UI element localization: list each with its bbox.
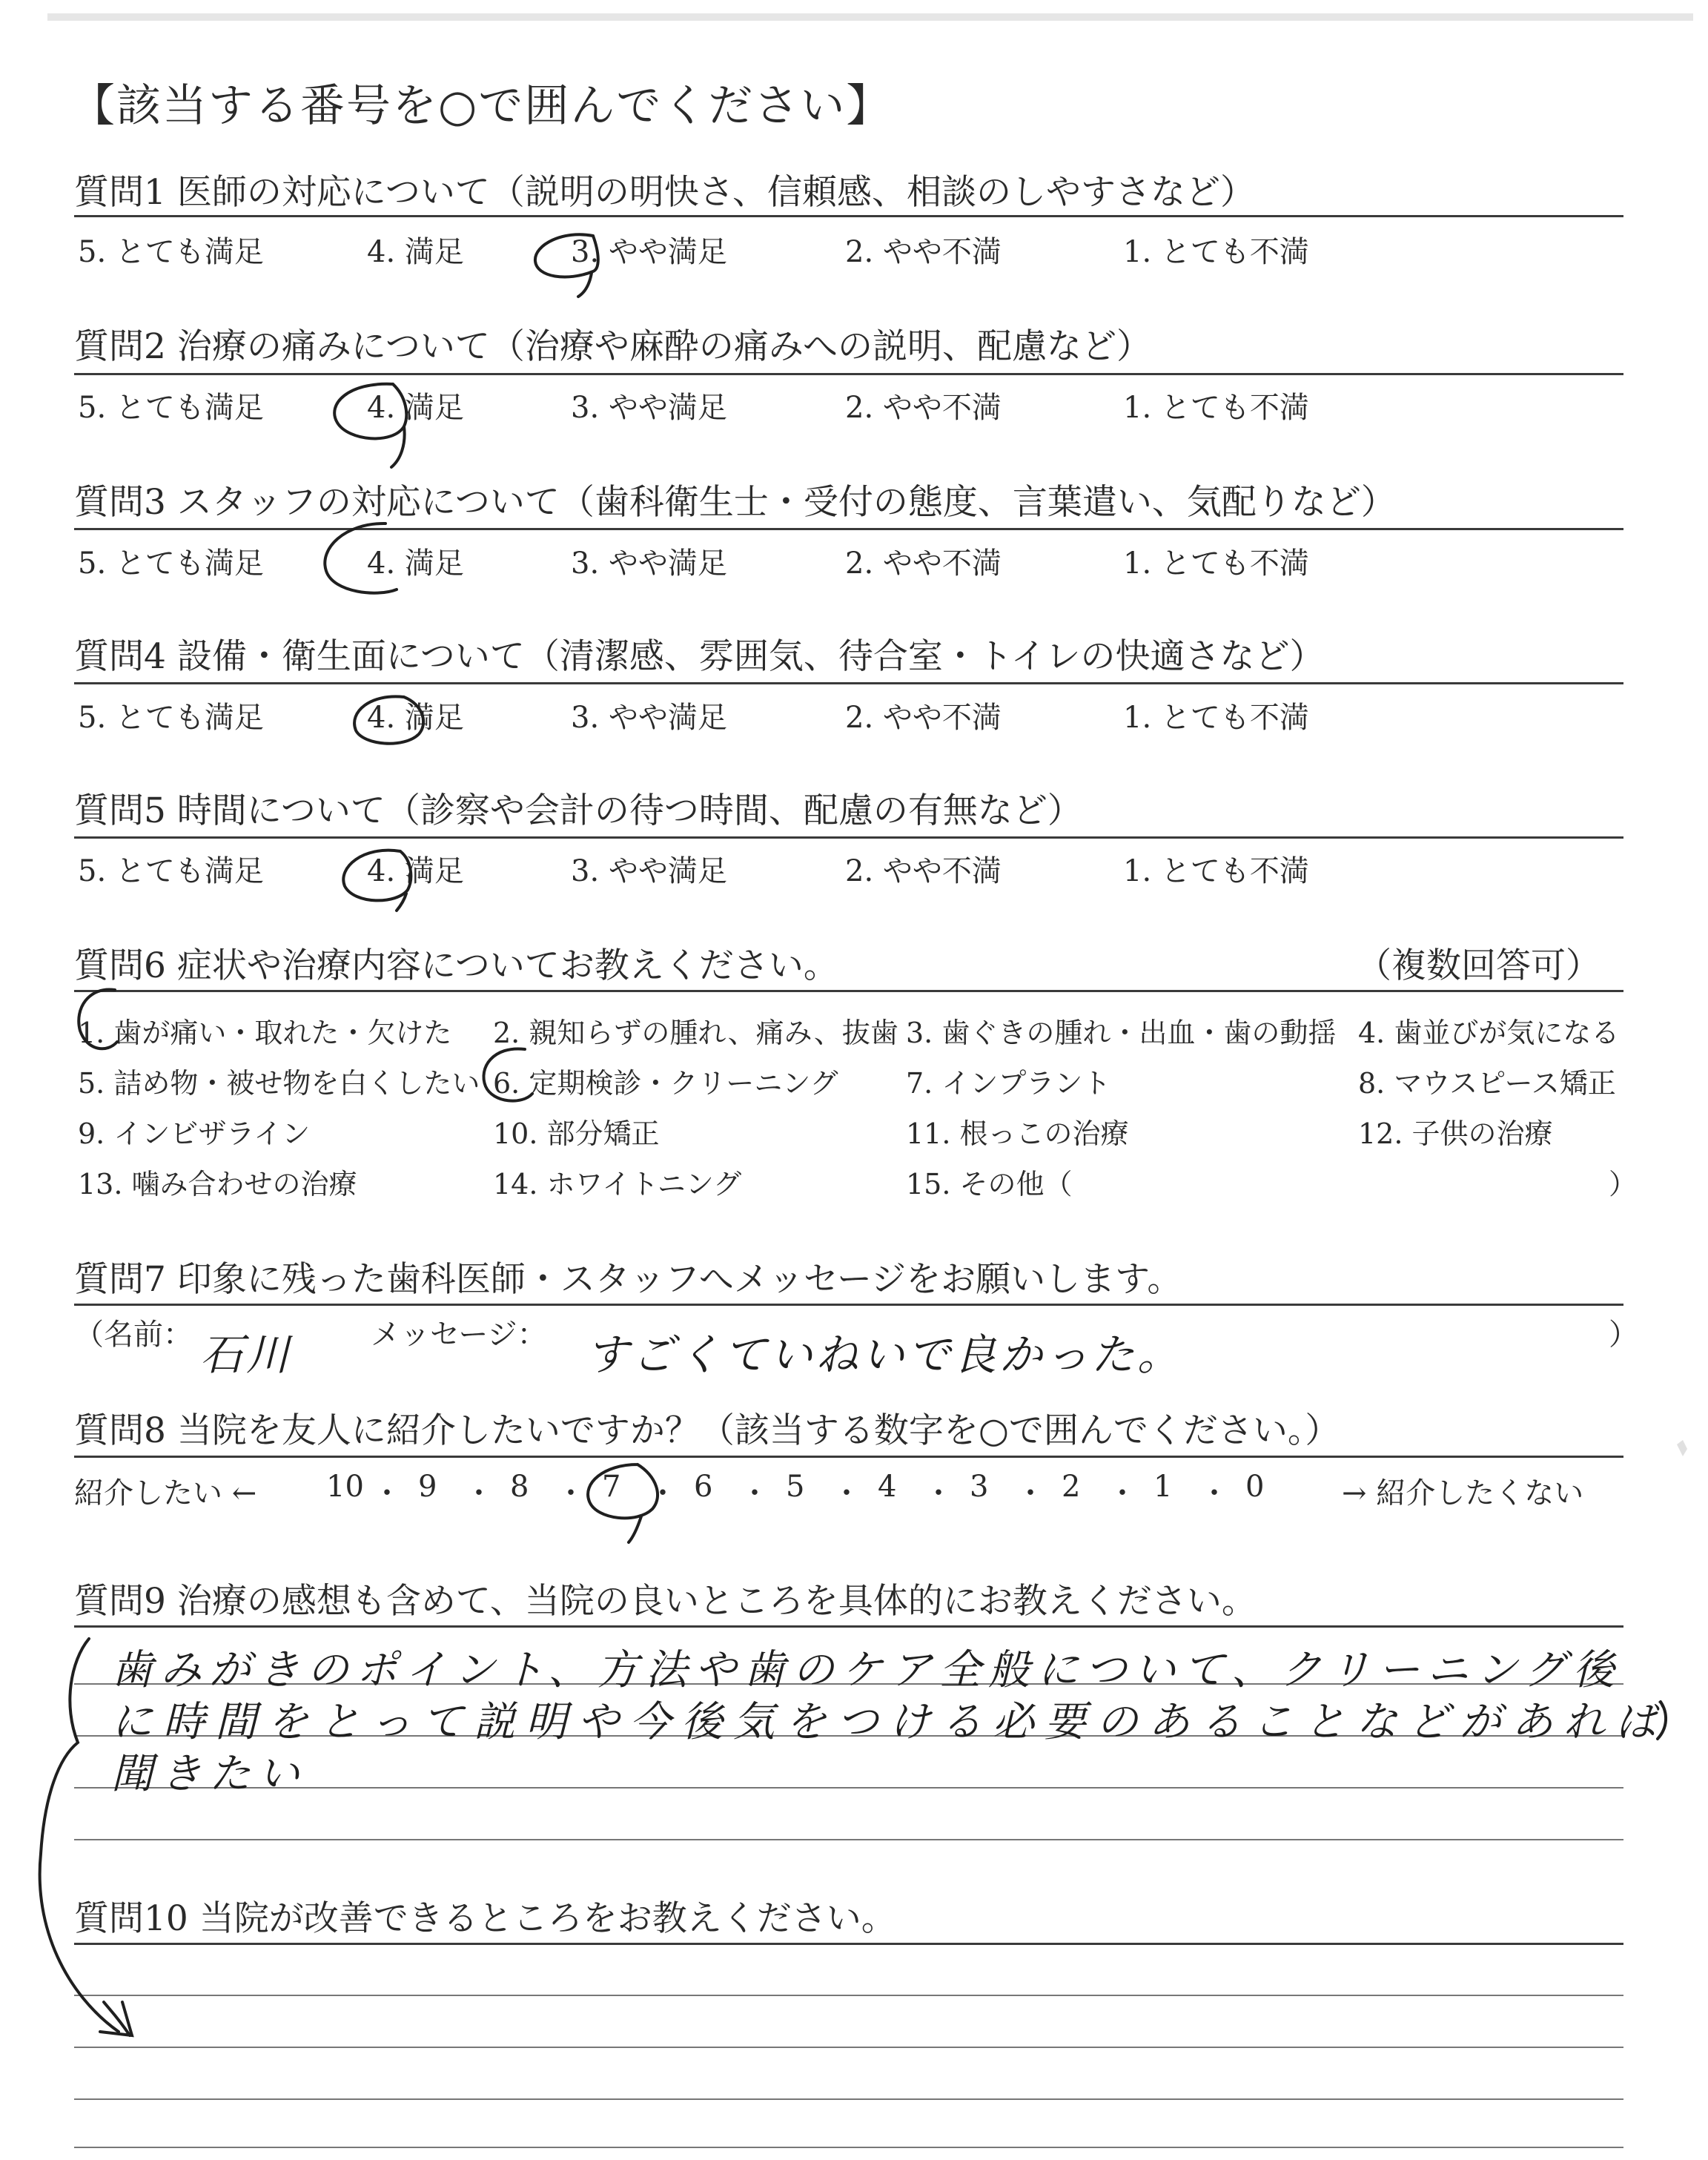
q1-circle-mark xyxy=(535,234,598,297)
q8-scale-separator-dot: ・ xyxy=(1108,1476,1137,1510)
q5-option-3[interactable]: 3. やや満足 xyxy=(571,854,727,888)
q8-scale-separator-dot: ・ xyxy=(832,1476,861,1510)
q8-scale-value-8[interactable]: 8 xyxy=(510,1470,529,1504)
q6-option-10[interactable]: 10. 部分矯正 xyxy=(493,1117,660,1150)
q6-option-12[interactable]: 12. 子供の治療 xyxy=(1358,1117,1553,1150)
q1-option-3[interactable]: 3. やや満足 xyxy=(571,235,727,269)
q1-option-4[interactable]: 4. 満足 xyxy=(367,235,464,269)
q8-scale-value-10[interactable]: 10 xyxy=(326,1470,364,1504)
q9-handwritten-line-1[interactable]: 歯みがきのポイント、方法や歯のケア全般について、クリーニング後 xyxy=(111,1646,1622,1694)
q8-scale-separator-dot: ・ xyxy=(740,1476,769,1510)
q4-option-4[interactable]: 4. 満足 xyxy=(367,701,464,735)
q7-message-label: メッセージ： xyxy=(371,1318,547,1352)
q8-scale-value-5[interactable]: 5 xyxy=(786,1470,805,1504)
q4-circle-mark xyxy=(354,696,423,743)
q7-close-paren: ） xyxy=(1609,1318,1638,1352)
q4-option-2[interactable]: 2. やや不満 xyxy=(845,701,1002,735)
q7-name-handwritten[interactable]: 石川 xyxy=(200,1330,293,1380)
question-1-title: 質問1 医師の対応について（説明の明快さ、信頼感、相談のしやすさなど） xyxy=(74,172,1256,213)
q2-circle-mark xyxy=(334,384,406,467)
question-10-title: 質問10 当院が改善できるところをお教えください。 xyxy=(74,1898,896,1939)
q4-option-3[interactable]: 3. やや満足 xyxy=(571,701,727,735)
q6-option-5[interactable]: 5. 詰め物・被せ物を白くしたい xyxy=(78,1067,480,1100)
q6-option-1[interactable]: 1. 歯が痛い・取れた・欠けた xyxy=(78,1017,452,1049)
q8-right-label: → 紹介したくない xyxy=(1342,1476,1584,1510)
q6-option-8[interactable]: 8. マウスピース矯正 xyxy=(1358,1067,1616,1100)
question-7-title: 質問7 印象に残った歯科医師・スタッフへメッセージをお願いします。 xyxy=(74,1259,1182,1300)
q8-scale-separator-dot: ・ xyxy=(648,1476,678,1510)
q6-option-15[interactable]: 15. その他（ xyxy=(906,1168,1073,1200)
q5-option-1[interactable]: 1. とても不満 xyxy=(1123,854,1309,888)
q6-circle-option-6 xyxy=(483,1048,532,1100)
q4-option-5[interactable]: 5. とても満足 xyxy=(78,701,264,735)
q8-scale-separator-dot: ・ xyxy=(924,1476,953,1510)
q9-handwritten-line-3[interactable]: 聞きたい xyxy=(111,1750,307,1798)
q8-circle-mark xyxy=(588,1464,658,1542)
q3-option-3[interactable]: 3. やや満足 xyxy=(571,546,727,581)
q2-option-4[interactable]: 4. 満足 xyxy=(367,391,464,425)
q8-scale-value-4[interactable]: 4 xyxy=(878,1470,897,1504)
q5-option-4[interactable]: 4. 満足 xyxy=(367,854,464,888)
q8-scale-separator-dot: ・ xyxy=(1199,1476,1229,1510)
q8-scale-value-1[interactable]: 1 xyxy=(1153,1470,1173,1504)
q8-left-label: 紹介したい ← xyxy=(74,1476,257,1510)
q8-scale-value-3[interactable]: 3 xyxy=(970,1470,989,1504)
q8-scale-value-2[interactable]: 2 xyxy=(1062,1470,1081,1504)
q8-scale-value-7[interactable]: 7 xyxy=(602,1470,621,1504)
q6-option-9[interactable]: 9. インビザライン xyxy=(78,1117,311,1150)
q8-scale-value-6[interactable]: 6 xyxy=(694,1470,713,1504)
q6-option-11[interactable]: 11. 根っこの治療 xyxy=(906,1117,1129,1150)
q9-bracket-arrow xyxy=(40,1639,119,2032)
q5-option-2[interactable]: 2. やや不満 xyxy=(845,854,1002,888)
question-2-title: 質問2 治療の痛みについて（治療や麻酔の痛みへの説明、配慮など） xyxy=(74,326,1151,367)
question-3-title: 質問3 スタッフの対応について（歯科衛生士・受付の態度、言葉遣い、気配りなど） xyxy=(74,482,1396,523)
q3-option-1[interactable]: 1. とても不満 xyxy=(1123,546,1309,581)
q8-scale-value-0[interactable]: 0 xyxy=(1245,1470,1265,1504)
question-5-title: 質問5 時間について（診察や会計の待つ時間、配慮の有無など） xyxy=(74,790,1082,831)
q2-option-2[interactable]: 2. やや不満 xyxy=(845,391,1002,425)
q8-scale-separator-dot: ・ xyxy=(1016,1476,1045,1510)
question-8-title: 質問8 当院を友人に紹介したいですか？（該当する数字を○で囲んでください。） xyxy=(74,1410,1340,1451)
q1-option-2[interactable]: 2. やや不満 xyxy=(845,235,1002,269)
q7-name-label: （名前： xyxy=(74,1318,193,1352)
q3-option-5[interactable]: 5. とても満足 xyxy=(78,546,264,581)
q6-option-13[interactable]: 13. 噛み合わせの治療 xyxy=(78,1168,357,1200)
q3-option-2[interactable]: 2. やや不満 xyxy=(845,546,1002,581)
q3-circle-mark xyxy=(325,524,397,593)
question-6-note: （複数回答可） xyxy=(1357,945,1601,986)
q6-option-4[interactable]: 4. 歯並びが気になる xyxy=(1358,1017,1620,1049)
q5-circle-mark xyxy=(343,851,411,911)
q6-circle-option-1 xyxy=(79,989,117,1048)
question-6-title: 質問6 症状や治療内容についてお教えください。 xyxy=(74,945,838,986)
q2-option-1[interactable]: 1. とても不満 xyxy=(1123,391,1309,425)
q6-option-6[interactable]: 6. 定期検診・クリーニング xyxy=(493,1067,838,1100)
q3-option-4[interactable]: 4. 満足 xyxy=(367,546,464,581)
q1-option-1[interactable]: 1. とても不満 xyxy=(1123,235,1309,269)
q6-option-3[interactable]: 3. 歯ぐきの腫れ・出血・歯の動揺 xyxy=(906,1017,1337,1049)
q9-handwritten-line-2[interactable]: に時間をとって説明や今後気をつける必要のあることなどがあれば xyxy=(111,1698,1667,1746)
q6-other-close-paren: ） xyxy=(1609,1168,1638,1200)
q8-scale-value-9[interactable]: 9 xyxy=(418,1470,437,1504)
q7-message-handwritten[interactable]: すごくていねいで良かった。 xyxy=(586,1330,1184,1380)
q6-option-7[interactable]: 7. インプラント xyxy=(906,1067,1111,1100)
q4-option-1[interactable]: 1. とても不満 xyxy=(1123,701,1309,735)
scan-speck xyxy=(1677,1440,1687,1456)
question-4-title: 質問4 設備・衛生面について（清潔感、雰囲気、待合室・トイレの快適さなど） xyxy=(74,636,1325,677)
question-9-title: 質問9 治療の感想も含めて、当院の良いところを具体的にお教えください。 xyxy=(74,1581,1257,1622)
q8-scale-separator-dot: ・ xyxy=(372,1476,402,1510)
q6-option-14[interactable]: 14. ホワイトニング xyxy=(493,1168,742,1200)
q2-option-5[interactable]: 5. とても満足 xyxy=(78,391,264,425)
q2-option-3[interactable]: 3. やや満足 xyxy=(571,391,727,425)
q1-option-5[interactable]: 5. とても満足 xyxy=(78,235,264,269)
q8-scale-separator-dot: ・ xyxy=(464,1476,494,1510)
q5-option-5[interactable]: 5. とても満足 xyxy=(78,854,264,888)
q8-scale-separator-dot: ・ xyxy=(556,1476,586,1510)
q9-answer-close-paren xyxy=(1658,1702,1666,1739)
form-heading: 【該当する番号を○で囲んでください】 xyxy=(70,80,893,132)
q6-option-2[interactable]: 2. 親知らずの腫れ、痛み、抜歯 xyxy=(493,1017,898,1049)
